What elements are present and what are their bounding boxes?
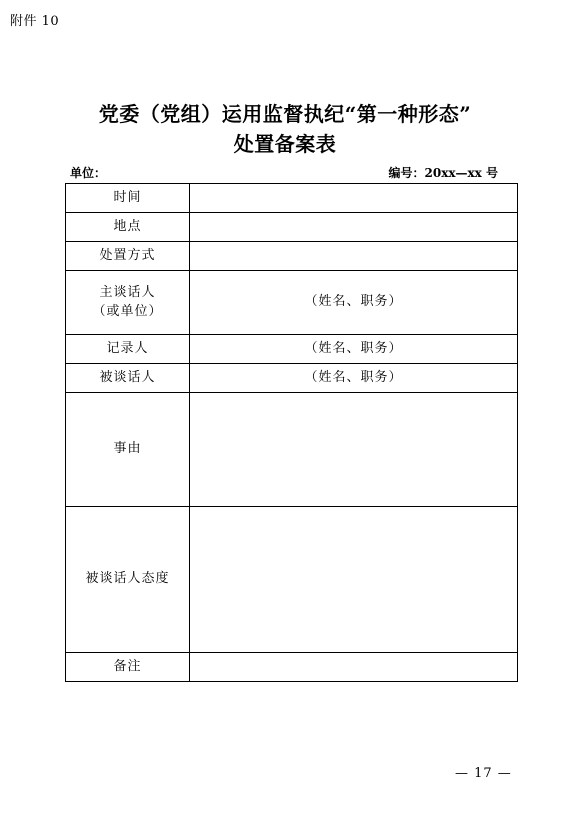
interviewee-attitude-value-cell[interactable] <box>190 507 518 653</box>
form-title-line2: 处置备案表 <box>233 132 337 156</box>
table-row-main-interviewer <box>66 271 518 335</box>
location-label: 地点 <box>66 213 190 242</box>
interviewee-label: 被谈话人 <box>66 364 190 393</box>
main-interviewer-label-line1: 主谈话人 <box>99 285 156 301</box>
location-value-cell[interactable] <box>190 213 518 242</box>
main-interviewer-label <box>66 271 190 335</box>
record-form-table <box>65 183 518 682</box>
table-row-reason <box>66 393 518 507</box>
handling-method-value-cell[interactable] <box>190 242 518 271</box>
table-row-interviewee <box>66 364 518 393</box>
handling-method-label: 处置方式 <box>66 242 190 271</box>
time-value-cell[interactable] <box>190 184 518 213</box>
form-title-line1: 党委（党组）运用监督执纪“第一种形态” <box>98 102 472 126</box>
recorder-value-cell[interactable]: （姓名、职务） <box>190 335 518 364</box>
remarks-label: 备注 <box>66 653 190 682</box>
page-number: — 17 — <box>455 766 512 781</box>
reason-label: 事由 <box>66 393 190 507</box>
interviewee-value-cell[interactable]: （姓名、职务） <box>190 364 518 393</box>
reason-value-cell[interactable] <box>190 393 518 507</box>
table-row-time <box>66 184 518 213</box>
serial-number-label: 编号：20xx—xx 号 <box>388 166 498 180</box>
table-row-interviewee-attitude <box>66 507 518 653</box>
table-row-handling-method <box>66 242 518 271</box>
table-row-recorder <box>66 335 518 364</box>
table-row-location <box>66 213 518 242</box>
remarks-value-cell[interactable] <box>190 653 518 682</box>
recorder-label: 记录人 <box>66 335 190 364</box>
main-interviewer-value-cell[interactable]: （姓名、职务） <box>190 271 518 335</box>
interviewee-attitude-label: 被谈话人态度 <box>66 507 190 653</box>
time-label: 时间 <box>66 184 190 213</box>
unit-label: 单位： <box>70 166 107 180</box>
table-row-remarks <box>66 653 518 682</box>
attachment-label: 附件 10 <box>10 14 60 29</box>
main-interviewer-label-line2: （或单位） <box>92 303 163 319</box>
